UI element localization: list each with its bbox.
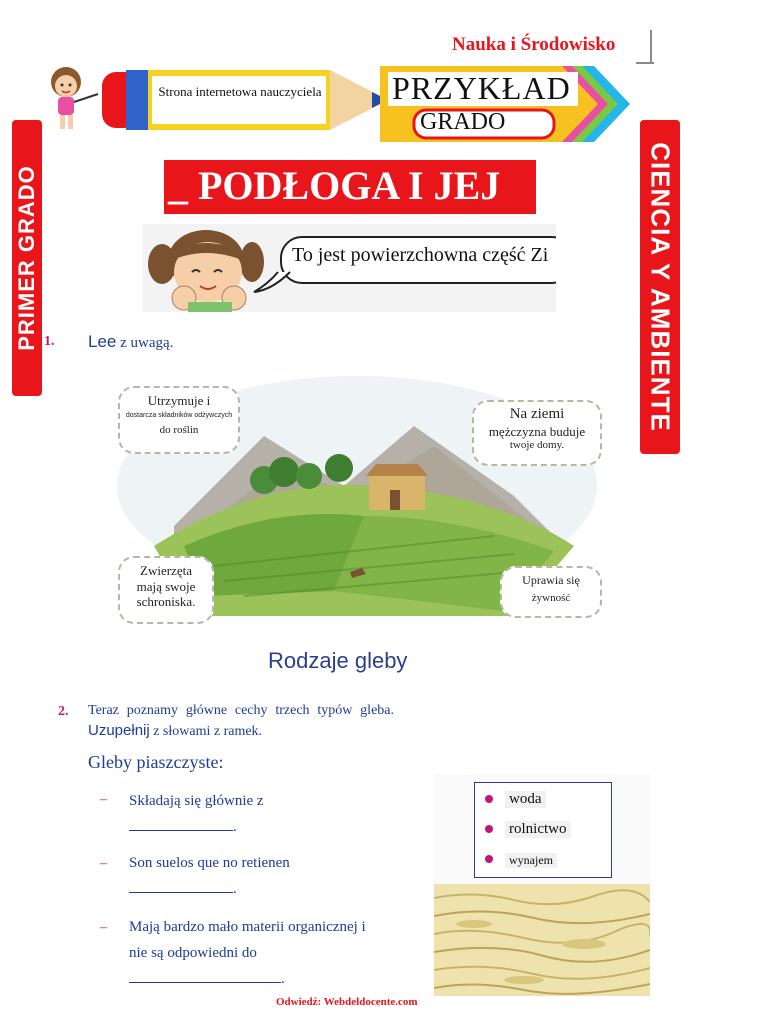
list-item-text: Son suelos que no retienen	[129, 855, 290, 871]
soil-type-heading: Gleby piaszczyste:	[88, 752, 224, 772]
section-title: Rodzaje gleby	[268, 648, 408, 673]
grade-label: GRADO	[420, 109, 506, 135]
answer-blank[interactable]	[129, 982, 281, 983]
list-item	[129, 850, 409, 902]
teacher-girl-icon	[40, 62, 102, 134]
word-option: woda	[505, 791, 546, 808]
callout-homes	[472, 400, 602, 466]
left-ribbon-text: PRIMER GRADO	[14, 165, 39, 351]
answer-blank[interactable]	[129, 892, 233, 893]
bubble-tail	[252, 270, 292, 296]
list-dash: –	[100, 792, 107, 807]
callout-line: mają swoje	[136, 578, 196, 594]
callout-line: Uprawia się	[522, 573, 580, 587]
list-item-end: .	[233, 881, 237, 897]
instruction-verb: Uzupełnij	[88, 721, 150, 739]
callout-line: Utrzymuje i	[147, 393, 211, 408]
list-item	[129, 788, 409, 840]
word-box	[474, 782, 612, 878]
list-item-text: Składają się głównie z	[129, 793, 264, 809]
instruction-text: z słowami z ramek.	[153, 723, 263, 739]
callout-line: do roślin	[159, 423, 199, 436]
callout-nutrients	[118, 386, 240, 454]
word-option: wynajem	[505, 853, 557, 868]
callout-food	[500, 566, 602, 618]
bullet-icon	[485, 825, 493, 833]
subject-heading: Nauka i Środowisko	[452, 34, 616, 55]
page-title: _ PODŁOGA I JEJ	[168, 163, 501, 208]
list-dash: –	[100, 856, 107, 871]
callout-line: Zwierzęta	[140, 563, 192, 578]
word-option: rolnictwo	[505, 821, 571, 838]
corner-mark	[650, 30, 652, 64]
footer-link[interactable]: Odwiedź: Webdeldocente.com	[276, 996, 418, 1008]
instruction-rest: z uwagą.	[120, 335, 174, 351]
instruction-verb: Lee	[88, 332, 117, 351]
exercise1-instruction	[88, 332, 173, 352]
callout-line: Na ziemi	[509, 406, 565, 422]
thinking-girl-icon	[148, 226, 278, 312]
instruction-text: Teraz poznamy główne cechy trzech typów gleba.	[88, 703, 394, 718]
sandy-soil-image	[434, 884, 650, 996]
bullet-icon	[485, 855, 493, 863]
list-item-end: .	[233, 819, 237, 835]
list-item-end: .	[281, 971, 285, 987]
exercise-number: 1.	[44, 334, 55, 349]
callout-line: twoje domy.	[509, 439, 565, 452]
pencil-label: Strona internetowa nauczyciela	[158, 84, 322, 99]
answer-blank[interactable]	[129, 830, 233, 831]
pencil-banner	[96, 64, 396, 136]
callout-line: schroniska.	[136, 594, 196, 610]
example-label: PRZYKŁAD	[392, 70, 571, 106]
callout-line: dostarcza składników odżywczych	[125, 411, 233, 419]
bullet-icon	[485, 795, 493, 803]
exercise-number: 2.	[58, 704, 69, 719]
bubble-clip	[556, 224, 586, 314]
list-item-text: Mają bardzo mało materii organicznej i nie są odpowiedni do	[129, 919, 366, 961]
speech-bubble-text: To jest powierzchowna część Zi	[292, 244, 549, 266]
callout-line: mężczyzna buduje	[488, 423, 586, 439]
list-item	[129, 914, 379, 992]
right-ribbon-text: CIENCIA Y AMBIENTE	[645, 142, 676, 432]
callout-animals	[118, 556, 214, 624]
list-dash: –	[100, 920, 107, 935]
exercise2-instruction	[88, 702, 394, 742]
callout-line: żywność	[531, 591, 571, 604]
